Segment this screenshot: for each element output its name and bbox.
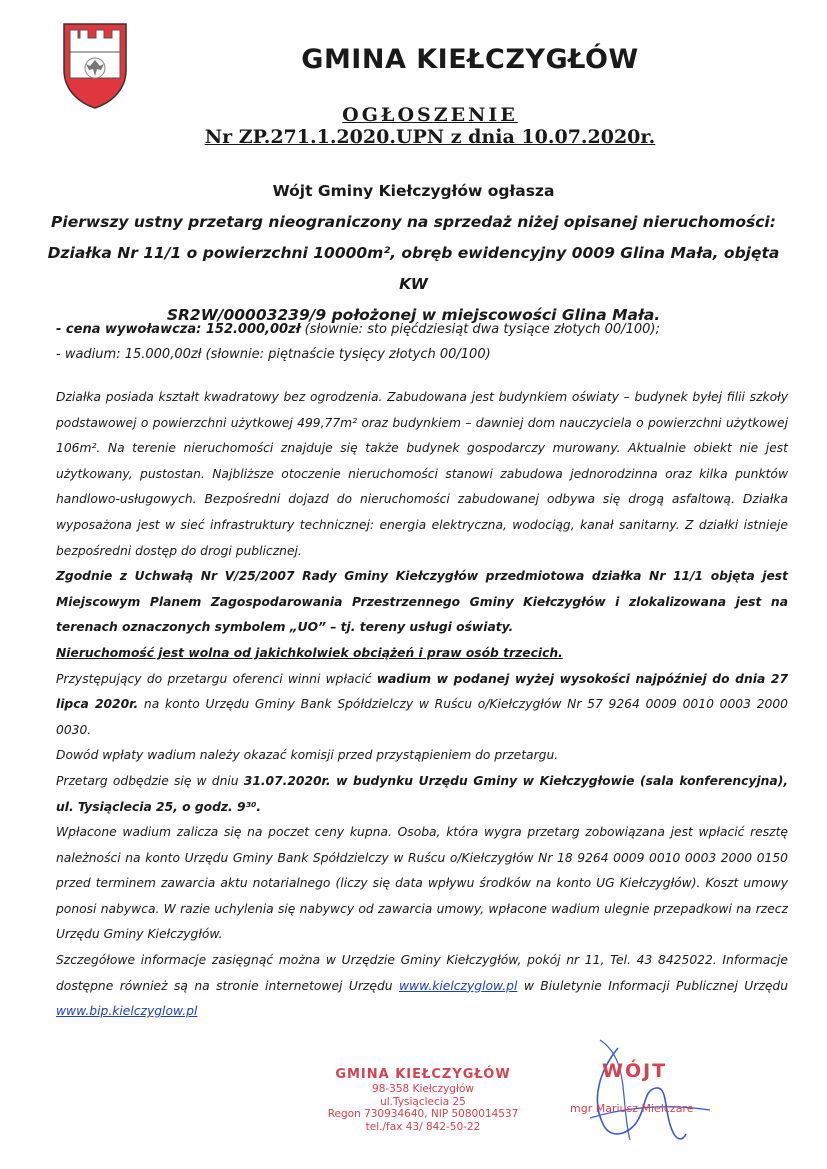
- page-title: GMINA KIEŁCZYGŁÓW: [301, 44, 639, 75]
- heading-line-3: Działka Nr 11/1 o powierzchni 10000m², obręb ewidencyjny 0009 Glina Mała, objęta KW: [47, 244, 780, 293]
- signature-icon: [560, 1030, 720, 1165]
- encumbrance-note: Nieruchomość jest wolna od jakichkolwiek obciążeń i praw osób trzecich.: [56, 645, 563, 660]
- price-item: [56, 317, 796, 342]
- heading-line-1: Wójt Gminy Kiełczygłów ogłasza: [272, 182, 555, 200]
- stamp-line-3: ul.Tysiąclecia 25: [380, 1095, 466, 1108]
- announcement-number: Nr ZP.271.1.2020.UPN z dnia 10.07.2020r.: [204, 126, 656, 148]
- stamp-line-2: 98-358 Kiełczygłów: [372, 1083, 474, 1095]
- bip-link[interactable]: www.bip.kielczyglow.pl: [56, 1004, 198, 1019]
- contact-text-a: Szczegółowe informacje zasięgnąć można w Urzędzie Gminy Kiełczygłów, pokój nr 11, Tel. 43 8425022. Informacje dostępne również są na stronie internetowej Urzędu: [56, 953, 788, 993]
- property-description: Działka posiada kształt kwadratowy bez ogrodzenia. Zabudowana jest budynkiem oświaty – budynek byłej filii szkoły podstawowej o powierzchni użytkowej 499,77m² oraz budynkiem – dawniej dom nauczyciela o powierzchni użytkowej 106m². Na terenie nieruchomości znajduje się także budynek gospodarczy murowany. Aktualnie obiekt nie jest użytkowany, pustostan. Najbliższe otoczenie nieruchomości stanowi zabudowa jednorodzinna oraz kilka punktów handlowo-usługowych. Bezpośredni dojazd do nieruchomości zabudowanej odbywa się drogą asfaltową. Działka wyposażona jest w sieć infrastruktury technicznej: energia elektryczna, wodociąg, kanał sanitarny. Z działki istnieje bezpośredni dostęp do drogi publicznej.: [56, 390, 788, 558]
- body-text: [56, 385, 788, 1025]
- deposit-item: - wadium: 15.000,00zł (słownie: piętnaście tysięcy złotych 00/100): [56, 347, 491, 362]
- announcement-block: [160, 104, 700, 148]
- deposit-paragraph: [56, 667, 788, 744]
- office-stamp: [318, 1067, 528, 1133]
- auction-text-a: Przetarg odbędzie się w dniu: [56, 773, 244, 788]
- deposit-text-b: wadium w podanej wyżej wysokości najpóźniej do dnia 27 lipca 2020r.: [56, 671, 789, 712]
- contact-paragraph: [56, 948, 788, 1025]
- price-words: (słownie: sto pięćdziesiąt dwa tysiące złotych 00/100);: [300, 322, 660, 337]
- heading-line-2: Pierwszy ustny przetarg nieograniczony na sprzedaż niżej opisanej nieruchomości:: [51, 213, 776, 231]
- signature-name: mgr Mariusz Mielczare: [570, 1102, 694, 1115]
- announcement-label: OGŁOSZENIE: [342, 104, 518, 126]
- deposit-text-a: Przystępujący do przetargu oferenci winni wpłacić: [56, 671, 377, 686]
- coat-of-arms-icon: [60, 22, 130, 110]
- zoning-paragraph: Zgodnie z Uchwałą Nr V/25/2007 Rady Gminy Kiełczygłów przedmiotowa działka Nr 11/1 objęta jest Miejscowym Planem Zagospodarowania Przestrzennego Gminy Kiełczygłów i zlokalizowana jest na terenach oznaczonych symbolem „UO” – tj. tereny usługi oświaty.: [56, 569, 788, 635]
- price-list: [56, 317, 796, 367]
- signature-title: WÓJT: [602, 1060, 668, 1082]
- deposit-text-c: na konto Urzędu Gminy Bank Spółdzielczy w Ruścu o/Kiełczygłów Nr 57 9264 0009 0010 0003 2000 0030.: [56, 697, 788, 737]
- website-link[interactable]: www.kielczyglow.pl: [398, 978, 518, 993]
- stamp-line-5: tel./fax 43/ 842-50-22: [365, 1120, 481, 1133]
- price-label: - cena wywoławcza: 152.000,00zł: [56, 322, 301, 337]
- stamp-line-1: GMINA KIEŁCZYGŁÓW: [335, 1067, 511, 1082]
- auction-date-paragraph: [56, 769, 788, 820]
- auction-text-b: 31.07.2020r. w budynku Urzędu Gminy w Kiełczygłowie (sala konferencyjna), ul. Tysiąclecia 25, o godz. 9³⁰.: [56, 773, 789, 814]
- stamp-line-4: Regon 730934640, NIP 5080014537: [327, 1108, 519, 1121]
- contact-text-b: w Biuletynie Informacji Publicznej Urzędu: [517, 978, 788, 993]
- payment-paragraph: Wpłacone wadium zalicza się na poczet ceny kupna. Osoba, która wygra przetarg zobowiązana jest wpłacić resztę należności na konto Urzędu Gminy Bank Spółdzielczy w Ruścu o/Kiełczygłów Nr 18 9264 0009 0010 0003 2000 0150 przed terminem zawarcia aktu notarialnego (liczy się data wpływu środków na konto UG Kiełczygłów). Koszt umowy ponosi nabywca. W razie uchylenia się nabywcy od zawarcia umowy, wpłacone wadium ulegnie przepadkowi na rzecz Urzędu Gminy Kiełczygłów.: [56, 825, 788, 942]
- heading-line-4: SR2W/00003239/9 położonej w miejscowości Glina Mała.: [166, 306, 661, 324]
- tender-heading: [40, 176, 787, 331]
- proof-paragraph: Dowód wpłaty wadium należy okazać komisji przed przystąpieniem do przetargu.: [56, 748, 559, 763]
